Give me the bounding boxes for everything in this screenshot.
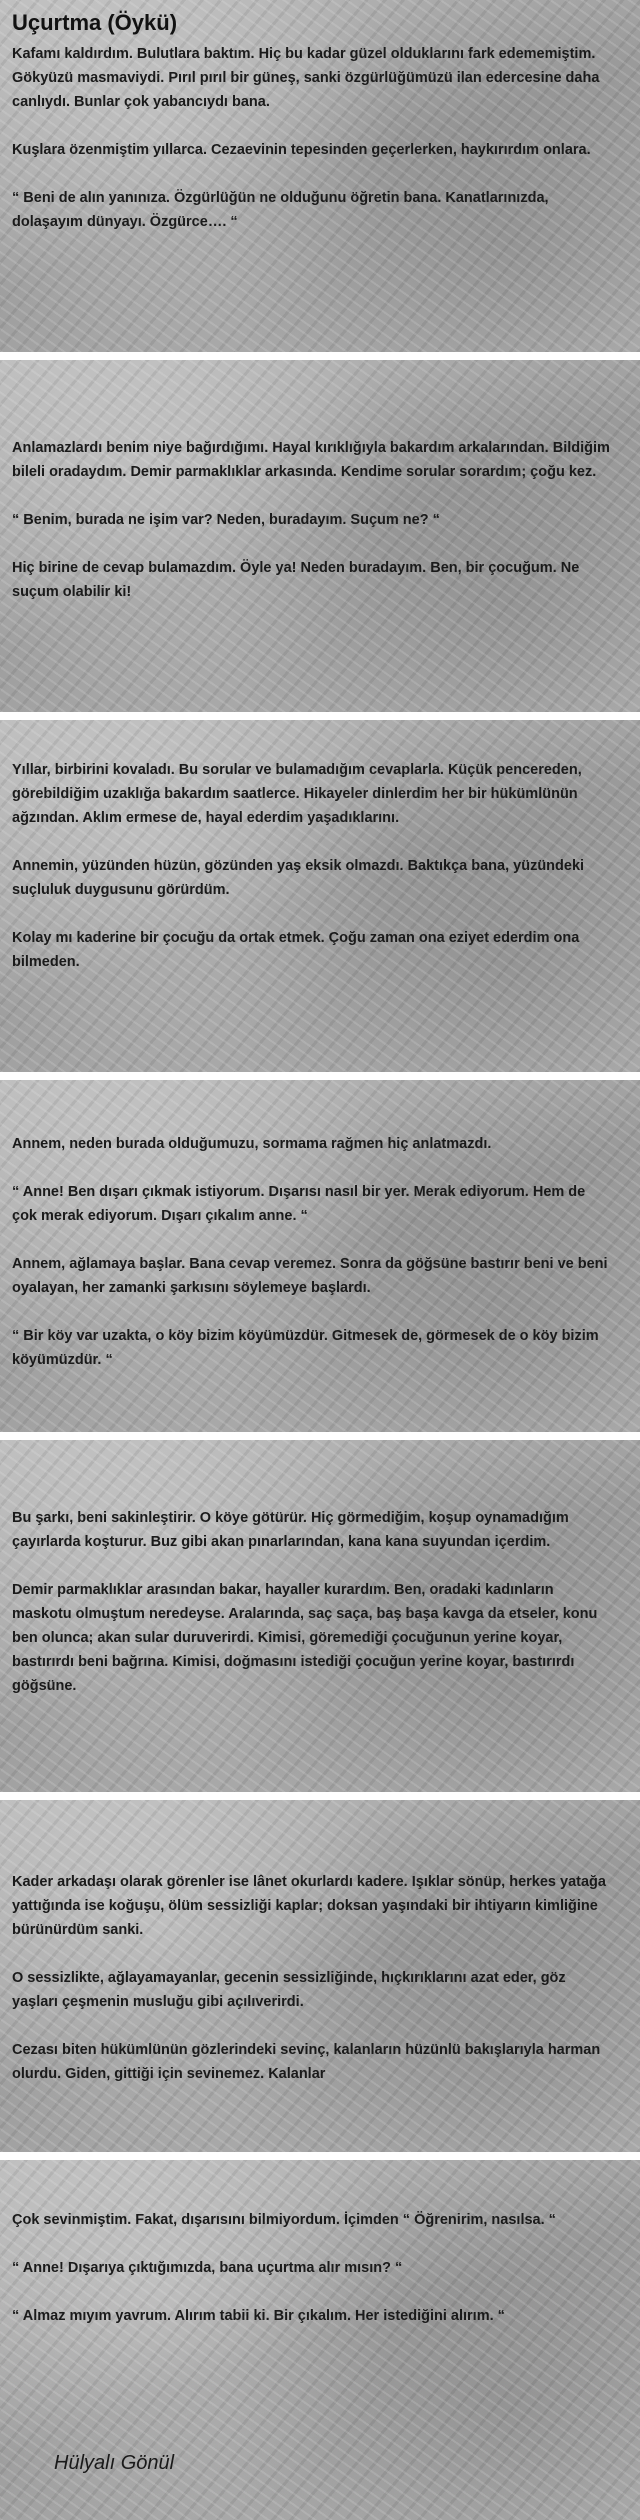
paragraph: Kafamı kaldırdım. Bulutlara baktım. Hiç bu kadar güzel olduklarını fark edememiştim. Gökyüzü masmaviydi. Pırıl pırıl bir güneş, sanki özgürlüğümüzü ilan edercesine daha canlıydı. Bunlar çok yabancıydı bana.	[12, 46, 600, 110]
paragraph: Anlamazlardı benim niye bağırdığımı. Hayal kırıklığıyla bakardım arkalarından. Bildiğim bileli oradaydım. Demir parmaklıklar arkasında. Kendime sorular sorardım; çoğu kez.	[12, 440, 610, 480]
paragraph: “ Anne! Ben dışarı çıkmak istiyorum. Dışarısı nasıl bir yer. Merak ediyorum. Hem de çok merak ediyorum. Dışarı çıkalım anne. “	[12, 1184, 586, 1224]
panel-5-text	[12, 1506, 612, 1698]
paragraph: “ Bir köy var uzakta, o köy bizim köyümüzdür. Gitmesek de, görmesek de o köy bizim köyümüzdür. “	[12, 1328, 599, 1368]
paragraph: Kader arkadaşı olarak görenler ise lânet okurlardı kadere. Işıklar sönüp, herkes yatağa yattığında ise koğuşu, ölüm sessizliği kaplar; doksan yaşındaki bir ihtiyarın kimliğine bürünürdüm sanki.	[12, 1874, 606, 1938]
story-panel-7	[0, 2160, 640, 2520]
panel-1-text	[12, 42, 612, 234]
story-panel-3	[0, 720, 640, 1072]
paragraph: “ Beni de alın yanınıza. Özgürlüğün ne olduğunu öğretin bana. Kanatlarınızda, dolaşayım dünyayı. Özgürce…. “	[12, 190, 549, 230]
paragraph: Hiç birine de cevap bulamazdım. Öyle ya! Neden buradayım. Ben, bir çocuğum. Ne suçum olabilir ki!	[12, 560, 580, 600]
story-panel-6	[0, 1800, 640, 2152]
story-panel-1	[0, 0, 640, 352]
story-panel-4	[0, 1080, 640, 1432]
paragraph: “ Anne! Dışarıya çıktığımızda, bana uçurtma alır mısın? “	[12, 2260, 403, 2276]
author-signature: Hülyalı Gönül	[54, 2452, 175, 2474]
story-panel-2	[0, 360, 640, 712]
paragraph: Kolay mı kaderine bir çocuğu da ortak etmek. Çoğu zaman ona eziyet ederdim ona bilmeden.	[12, 930, 580, 970]
panel-7-text	[12, 2208, 612, 2328]
panel-6-text	[12, 1870, 612, 2086]
story-title: Uçurtma (Öykü)	[12, 10, 178, 35]
paragraph: Kuşlara özenmiştim yıllarca. Cezaevinin tepesinden geçerlerken, haykırırdım onlara.	[12, 142, 591, 158]
paragraph: O sessizlikte, ağlayamayanlar, gecenin sessizliğinde, hıçkırıklarını azat eder, göz yaşları çeşmenin musluğu gibi açılıverirdi.	[12, 1970, 566, 2010]
paragraph: Annemin, yüzünden hüzün, gözünden yaş eksik olmazdı. Baktıkça bana, yüzündeki suçluluk duygusunu görürdüm.	[12, 858, 585, 898]
panel-3-text	[12, 758, 612, 974]
panel-2-text	[12, 436, 612, 604]
paragraph: “ Benim, burada ne işim var? Neden, buradayım. Suçum ne? “	[12, 512, 440, 528]
story-panel-5	[0, 1440, 640, 1792]
paragraph: Annem, neden burada olduğumuzu, sormama rağmen hiç anlatmazdı.	[12, 1136, 492, 1152]
paragraph: Yıllar, birbirini kovaladı. Bu sorular ve bulamadığım cevaplarla. Küçük pencereden, görebildiğim uzaklığa bakardım saatlerce. Hikayeler dinlerdim her bir hükümlünün ağzından. Aklım ermese de, hayal ederdim yaşadıklarını.	[12, 762, 582, 826]
paragraph: Çok sevinmiştim. Fakat, dışarısını bilmiyordum. İçimden “ Öğrenirim, nasılsa. “	[12, 2212, 556, 2228]
paragraph: “ Almaz mıyım yavrum. Alırım tabii ki. Bir çıkalım. Her istediğini alırım. “	[12, 2308, 505, 2324]
panel-4-text	[12, 1132, 612, 1372]
paragraph: Cezası biten hükümlünün gözlerindeki sevinç, kalanların hüzünlü bakışlarıyla harman olurdu. Giden, gittiği için sevinemez. Kalanlar	[12, 2042, 601, 2082]
paragraph: Bu şarkı, beni sakinleştirir. O köye götürür. Hiç görmediğim, koşup oynamadığım çayırlarda koşturur. Buz gibi akan pınarlarından, kana kana suyundan içerdim.	[12, 1510, 569, 1550]
paragraph: Demir parmaklıklar arasından bakar, hayaller kurardım. Ben, oradaki kadınların maskotu olmuştum neredeyse. Aralarında, saç saça, baş başa kavga da etseler, konu ben olunca; akan sular duruverirdi. Kimisi, göremediği çocuğunun yerine koyar, bastırırdı beni bağrına. Kimisi, doğmasını istediği çocuğun yerine koyar, bastırırdı göğsüne.	[12, 1582, 598, 1694]
paragraph: Annem, ağlamaya başlar. Bana cevap veremez. Sonra da göğsüne bastırır beni ve beni oyalayan, her zamanki şarkısını söylemeye başlardı.	[12, 1256, 608, 1296]
